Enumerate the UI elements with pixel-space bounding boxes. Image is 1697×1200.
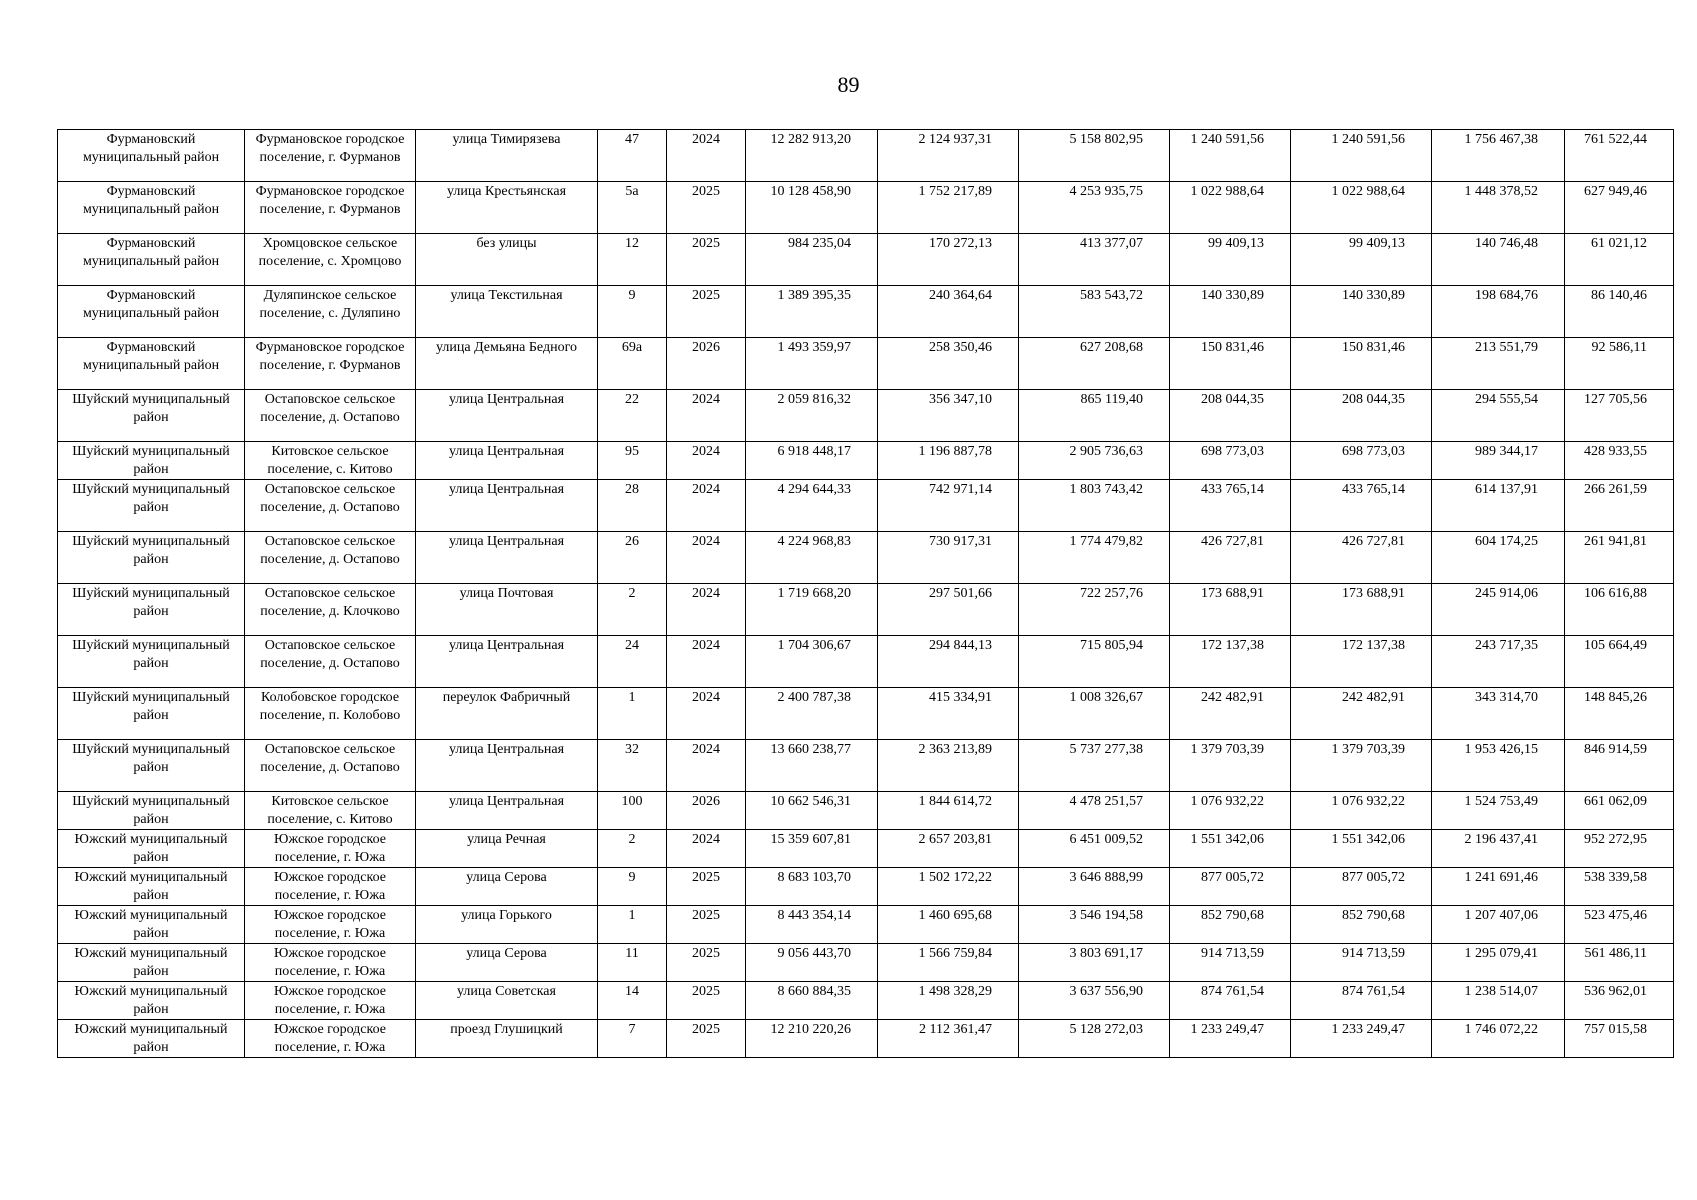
table-row xyxy=(58,740,1674,792)
value-6-cell: 1 524 753,49 xyxy=(1432,792,1565,830)
settlement-cell: Китовское сельское поселение, с. Китово xyxy=(245,792,416,830)
total-cost-cell: 8 683 103,70 xyxy=(746,868,878,906)
value-3-cell: 4 478 251,57 xyxy=(1019,792,1170,830)
settlement-cell: Хромцовское сельское поселение, с. Хромцово xyxy=(245,234,416,286)
value-7-cell: 127 705,56 xyxy=(1565,390,1674,442)
value-4-cell: 99 409,13 xyxy=(1170,234,1291,286)
value-5-cell: 426 727,81 xyxy=(1291,532,1432,584)
settlement-cell: Фурмановское городское поселение, г. Фурманов xyxy=(245,130,416,182)
street-cell: улица Демьяна Бедного xyxy=(416,338,598,390)
district-cell: Фурмановский муниципальный район xyxy=(58,234,245,286)
value-6-cell: 614 137,91 xyxy=(1432,480,1565,532)
street-cell: проезд Глушицкий xyxy=(416,1020,598,1058)
value-3-cell: 722 257,76 xyxy=(1019,584,1170,636)
value-7-cell: 627 949,46 xyxy=(1565,182,1674,234)
year-cell: 2025 xyxy=(667,1020,746,1058)
value-7-cell: 952 272,95 xyxy=(1565,830,1674,868)
value-6-cell: 1 207 407,06 xyxy=(1432,906,1565,944)
value-7-cell: 661 062,09 xyxy=(1565,792,1674,830)
total-cost-cell: 12 210 220,26 xyxy=(746,1020,878,1058)
registry-table xyxy=(57,129,1674,1058)
district-cell: Шуйский муниципальный район xyxy=(58,792,245,830)
value-4-cell: 140 330,89 xyxy=(1170,286,1291,338)
value-2-cell: 2 363 213,89 xyxy=(878,740,1019,792)
district-cell: Шуйский муниципальный район xyxy=(58,390,245,442)
total-cost-cell: 6 918 448,17 xyxy=(746,442,878,480)
district-cell: Шуйский муниципальный район xyxy=(58,688,245,740)
district-cell: Фурмановский муниципальный район xyxy=(58,130,245,182)
value-7-cell: 86 140,46 xyxy=(1565,286,1674,338)
street-cell: улица Советская xyxy=(416,982,598,1020)
table-row xyxy=(58,480,1674,532)
settlement-cell: Фурмановское городское поселение, г. Фурманов xyxy=(245,182,416,234)
value-5-cell: 1 379 703,39 xyxy=(1291,740,1432,792)
year-cell: 2024 xyxy=(667,584,746,636)
value-2-cell: 1 502 172,22 xyxy=(878,868,1019,906)
value-2-cell: 1 196 887,78 xyxy=(878,442,1019,480)
house-number-cell: 1 xyxy=(598,906,667,944)
value-7-cell: 523 475,46 xyxy=(1565,906,1674,944)
value-5-cell: 877 005,72 xyxy=(1291,868,1432,906)
table-row xyxy=(58,286,1674,338)
district-cell: Шуйский муниципальный район xyxy=(58,442,245,480)
value-5-cell: 242 482,91 xyxy=(1291,688,1432,740)
house-number-cell: 14 xyxy=(598,982,667,1020)
value-3-cell: 865 119,40 xyxy=(1019,390,1170,442)
value-2-cell: 2 657 203,81 xyxy=(878,830,1019,868)
total-cost-cell: 1 704 306,67 xyxy=(746,636,878,688)
value-2-cell: 294 844,13 xyxy=(878,636,1019,688)
street-cell: переулок Фабричный xyxy=(416,688,598,740)
value-7-cell: 561 486,11 xyxy=(1565,944,1674,982)
value-5-cell: 140 330,89 xyxy=(1291,286,1432,338)
table-row xyxy=(58,792,1674,830)
total-cost-cell: 4 294 644,33 xyxy=(746,480,878,532)
value-3-cell: 5 737 277,38 xyxy=(1019,740,1170,792)
district-cell: Фурмановский муниципальный район xyxy=(58,286,245,338)
value-2-cell: 1 844 614,72 xyxy=(878,792,1019,830)
value-5-cell: 914 713,59 xyxy=(1291,944,1432,982)
value-3-cell: 3 803 691,17 xyxy=(1019,944,1170,982)
table-row xyxy=(58,442,1674,480)
value-4-cell: 1 240 591,56 xyxy=(1170,130,1291,182)
year-cell: 2025 xyxy=(667,868,746,906)
value-6-cell: 1 241 691,46 xyxy=(1432,868,1565,906)
total-cost-cell: 2 059 816,32 xyxy=(746,390,878,442)
value-2-cell: 1 566 759,84 xyxy=(878,944,1019,982)
district-cell: Шуйский муниципальный район xyxy=(58,480,245,532)
table-row xyxy=(58,868,1674,906)
value-7-cell: 761 522,44 xyxy=(1565,130,1674,182)
value-3-cell: 3 646 888,99 xyxy=(1019,868,1170,906)
value-2-cell: 2 124 937,31 xyxy=(878,130,1019,182)
table-row xyxy=(58,636,1674,688)
district-cell: Южский муниципальный район xyxy=(58,830,245,868)
table-row xyxy=(58,830,1674,868)
table-row xyxy=(58,532,1674,584)
table-row xyxy=(58,390,1674,442)
value-2-cell: 1 498 328,29 xyxy=(878,982,1019,1020)
year-cell: 2024 xyxy=(667,390,746,442)
house-number-cell: 24 xyxy=(598,636,667,688)
value-3-cell: 627 208,68 xyxy=(1019,338,1170,390)
year-cell: 2024 xyxy=(667,740,746,792)
district-cell: Шуйский муниципальный район xyxy=(58,532,245,584)
year-cell: 2025 xyxy=(667,286,746,338)
value-4-cell: 1 551 342,06 xyxy=(1170,830,1291,868)
value-5-cell: 1 551 342,06 xyxy=(1291,830,1432,868)
year-cell: 2024 xyxy=(667,442,746,480)
value-4-cell: 1 379 703,39 xyxy=(1170,740,1291,792)
value-5-cell: 99 409,13 xyxy=(1291,234,1432,286)
value-5-cell: 1 240 591,56 xyxy=(1291,130,1432,182)
settlement-cell: Остаповское сельское поселение, д. Остапово xyxy=(245,480,416,532)
value-7-cell: 536 962,01 xyxy=(1565,982,1674,1020)
value-5-cell: 1 022 988,64 xyxy=(1291,182,1432,234)
value-6-cell: 2 196 437,41 xyxy=(1432,830,1565,868)
table-row xyxy=(58,1020,1674,1058)
settlement-cell: Остаповское сельское поселение, д. Остапово xyxy=(245,532,416,584)
street-cell: улица Центральная xyxy=(416,532,598,584)
value-2-cell: 170 272,13 xyxy=(878,234,1019,286)
year-cell: 2024 xyxy=(667,130,746,182)
street-cell: улица Горького xyxy=(416,906,598,944)
value-2-cell: 258 350,46 xyxy=(878,338,1019,390)
value-5-cell: 698 773,03 xyxy=(1291,442,1432,480)
street-cell: улица Тимирязева xyxy=(416,130,598,182)
value-5-cell: 433 765,14 xyxy=(1291,480,1432,532)
district-cell: Южский муниципальный район xyxy=(58,906,245,944)
house-number-cell: 47 xyxy=(598,130,667,182)
table-row xyxy=(58,584,1674,636)
table-row xyxy=(58,130,1674,182)
street-cell: улица Центральная xyxy=(416,740,598,792)
value-5-cell: 208 044,35 xyxy=(1291,390,1432,442)
value-3-cell: 3 637 556,90 xyxy=(1019,982,1170,1020)
year-cell: 2024 xyxy=(667,532,746,584)
value-3-cell: 1 774 479,82 xyxy=(1019,532,1170,584)
settlement-cell: Южское городское поселение, г. Южа xyxy=(245,944,416,982)
total-cost-cell: 10 662 546,31 xyxy=(746,792,878,830)
house-number-cell: 12 xyxy=(598,234,667,286)
value-7-cell: 92 586,11 xyxy=(1565,338,1674,390)
settlement-cell: Остаповское сельское поселение, д. Остапово xyxy=(245,390,416,442)
street-cell: улица Центральная xyxy=(416,636,598,688)
value-3-cell: 413 377,07 xyxy=(1019,234,1170,286)
value-5-cell: 1 076 932,22 xyxy=(1291,792,1432,830)
value-6-cell: 140 746,48 xyxy=(1432,234,1565,286)
value-2-cell: 415 334,91 xyxy=(878,688,1019,740)
total-cost-cell: 15 359 607,81 xyxy=(746,830,878,868)
street-cell: без улицы xyxy=(416,234,598,286)
house-number-cell: 1 xyxy=(598,688,667,740)
settlement-cell: Фурмановское городское поселение, г. Фурманов xyxy=(245,338,416,390)
street-cell: улица Серова xyxy=(416,944,598,982)
value-3-cell: 4 253 935,75 xyxy=(1019,182,1170,234)
district-cell: Южский муниципальный район xyxy=(58,1020,245,1058)
total-cost-cell: 12 282 913,20 xyxy=(746,130,878,182)
total-cost-cell: 1 719 668,20 xyxy=(746,584,878,636)
value-6-cell: 343 314,70 xyxy=(1432,688,1565,740)
value-6-cell: 1 746 072,22 xyxy=(1432,1020,1565,1058)
value-6-cell: 1 295 079,41 xyxy=(1432,944,1565,982)
house-number-cell: 9 xyxy=(598,868,667,906)
value-5-cell: 852 790,68 xyxy=(1291,906,1432,944)
value-4-cell: 150 831,46 xyxy=(1170,338,1291,390)
district-cell: Южский муниципальный район xyxy=(58,944,245,982)
district-cell: Фурмановский муниципальный район xyxy=(58,338,245,390)
total-cost-cell: 1 389 395,35 xyxy=(746,286,878,338)
house-number-cell: 22 xyxy=(598,390,667,442)
value-5-cell: 1 233 249,47 xyxy=(1291,1020,1432,1058)
value-2-cell: 240 364,64 xyxy=(878,286,1019,338)
value-6-cell: 243 717,35 xyxy=(1432,636,1565,688)
street-cell: улица Центральная xyxy=(416,480,598,532)
value-7-cell: 105 664,49 xyxy=(1565,636,1674,688)
value-7-cell: 61 021,12 xyxy=(1565,234,1674,286)
year-cell: 2024 xyxy=(667,830,746,868)
value-5-cell: 874 761,54 xyxy=(1291,982,1432,1020)
value-4-cell: 172 137,38 xyxy=(1170,636,1291,688)
settlement-cell: Южское городское поселение, г. Южа xyxy=(245,982,416,1020)
total-cost-cell: 9 056 443,70 xyxy=(746,944,878,982)
value-6-cell: 1 756 467,38 xyxy=(1432,130,1565,182)
value-2-cell: 297 501,66 xyxy=(878,584,1019,636)
year-cell: 2024 xyxy=(667,480,746,532)
total-cost-cell: 10 128 458,90 xyxy=(746,182,878,234)
value-2-cell: 1 460 695,68 xyxy=(878,906,1019,944)
house-number-cell: 69а xyxy=(598,338,667,390)
value-2-cell: 742 971,14 xyxy=(878,480,1019,532)
value-2-cell: 2 112 361,47 xyxy=(878,1020,1019,1058)
value-7-cell: 266 261,59 xyxy=(1565,480,1674,532)
value-6-cell: 1 448 378,52 xyxy=(1432,182,1565,234)
value-6-cell: 1 238 514,07 xyxy=(1432,982,1565,1020)
year-cell: 2026 xyxy=(667,792,746,830)
value-3-cell: 1 803 743,42 xyxy=(1019,480,1170,532)
value-5-cell: 173 688,91 xyxy=(1291,584,1432,636)
value-6-cell: 1 953 426,15 xyxy=(1432,740,1565,792)
settlement-cell: Южское городское поселение, г. Южа xyxy=(245,830,416,868)
value-3-cell: 715 805,94 xyxy=(1019,636,1170,688)
value-7-cell: 261 941,81 xyxy=(1565,532,1674,584)
value-4-cell: 852 790,68 xyxy=(1170,906,1291,944)
value-6-cell: 604 174,25 xyxy=(1432,532,1565,584)
value-3-cell: 6 451 009,52 xyxy=(1019,830,1170,868)
house-number-cell: 100 xyxy=(598,792,667,830)
house-number-cell: 28 xyxy=(598,480,667,532)
street-cell: улица Центральная xyxy=(416,442,598,480)
settlement-cell: Китовское сельское поселение, с. Китово xyxy=(245,442,416,480)
value-4-cell: 1 022 988,64 xyxy=(1170,182,1291,234)
value-3-cell: 2 905 736,63 xyxy=(1019,442,1170,480)
settlement-cell: Колобовское городское поселение, п. Колобово xyxy=(245,688,416,740)
value-4-cell: 877 005,72 xyxy=(1170,868,1291,906)
house-number-cell: 7 xyxy=(598,1020,667,1058)
value-7-cell: 757 015,58 xyxy=(1565,1020,1674,1058)
value-3-cell: 3 546 194,58 xyxy=(1019,906,1170,944)
table-row xyxy=(58,688,1674,740)
value-4-cell: 874 761,54 xyxy=(1170,982,1291,1020)
total-cost-cell: 8 443 354,14 xyxy=(746,906,878,944)
house-number-cell: 95 xyxy=(598,442,667,480)
page-number: 89 xyxy=(837,72,860,97)
value-3-cell: 5 158 802,95 xyxy=(1019,130,1170,182)
value-4-cell: 1 233 249,47 xyxy=(1170,1020,1291,1058)
value-6-cell: 989 344,17 xyxy=(1432,442,1565,480)
street-cell: улица Центральная xyxy=(416,792,598,830)
house-number-cell: 26 xyxy=(598,532,667,584)
table-row xyxy=(58,338,1674,390)
settlement-cell: Южское городское поселение, г. Южа xyxy=(245,868,416,906)
value-4-cell: 173 688,91 xyxy=(1170,584,1291,636)
value-2-cell: 356 347,10 xyxy=(878,390,1019,442)
district-cell: Южский муниципальный район xyxy=(58,868,245,906)
settlement-cell: Южское городское поселение, г. Южа xyxy=(245,1020,416,1058)
value-2-cell: 730 917,31 xyxy=(878,532,1019,584)
value-4-cell: 698 773,03 xyxy=(1170,442,1291,480)
settlement-cell: Остаповское сельское поселение, д. Клочково xyxy=(245,584,416,636)
house-number-cell: 2 xyxy=(598,830,667,868)
value-6-cell: 294 555,54 xyxy=(1432,390,1565,442)
settlement-cell: Дуляпинское сельское поселение, с. Дуляпино xyxy=(245,286,416,338)
street-cell: улица Центральная xyxy=(416,390,598,442)
value-7-cell: 846 914,59 xyxy=(1565,740,1674,792)
value-4-cell: 914 713,59 xyxy=(1170,944,1291,982)
house-number-cell: 11 xyxy=(598,944,667,982)
house-number-cell: 2 xyxy=(598,584,667,636)
value-4-cell: 426 727,81 xyxy=(1170,532,1291,584)
value-6-cell: 245 914,06 xyxy=(1432,584,1565,636)
year-cell: 2026 xyxy=(667,338,746,390)
value-4-cell: 208 044,35 xyxy=(1170,390,1291,442)
year-cell: 2025 xyxy=(667,982,746,1020)
value-7-cell: 428 933,55 xyxy=(1565,442,1674,480)
total-cost-cell: 2 400 787,38 xyxy=(746,688,878,740)
value-5-cell: 172 137,38 xyxy=(1291,636,1432,688)
street-cell: улица Речная xyxy=(416,830,598,868)
house-number-cell: 5а xyxy=(598,182,667,234)
district-cell: Фурмановский муниципальный район xyxy=(58,182,245,234)
house-number-cell: 32 xyxy=(598,740,667,792)
table-row xyxy=(58,982,1674,1020)
year-cell: 2024 xyxy=(667,688,746,740)
value-3-cell: 1 008 326,67 xyxy=(1019,688,1170,740)
district-cell: Шуйский муниципальный район xyxy=(58,740,245,792)
street-cell: улица Серова xyxy=(416,868,598,906)
year-cell: 2025 xyxy=(667,944,746,982)
total-cost-cell: 1 493 359,97 xyxy=(746,338,878,390)
value-2-cell: 1 752 217,89 xyxy=(878,182,1019,234)
district-cell: Шуйский муниципальный район xyxy=(58,636,245,688)
district-cell: Южский муниципальный район xyxy=(58,982,245,1020)
value-4-cell: 433 765,14 xyxy=(1170,480,1291,532)
value-7-cell: 538 339,58 xyxy=(1565,868,1674,906)
value-5-cell: 150 831,46 xyxy=(1291,338,1432,390)
year-cell: 2025 xyxy=(667,906,746,944)
table-row xyxy=(58,234,1674,286)
value-7-cell: 106 616,88 xyxy=(1565,584,1674,636)
value-6-cell: 198 684,76 xyxy=(1432,286,1565,338)
value-4-cell: 1 076 932,22 xyxy=(1170,792,1291,830)
house-number-cell: 9 xyxy=(598,286,667,338)
total-cost-cell: 8 660 884,35 xyxy=(746,982,878,1020)
value-7-cell: 148 845,26 xyxy=(1565,688,1674,740)
table-row xyxy=(58,182,1674,234)
total-cost-cell: 4 224 968,83 xyxy=(746,532,878,584)
street-cell: улица Текстильная xyxy=(416,286,598,338)
year-cell: 2024 xyxy=(667,636,746,688)
settlement-cell: Остаповское сельское поселение, д. Остапово xyxy=(245,740,416,792)
value-4-cell: 242 482,91 xyxy=(1170,688,1291,740)
table-row xyxy=(58,906,1674,944)
table-row xyxy=(58,944,1674,982)
table-body xyxy=(58,130,1674,1058)
settlement-cell: Южское городское поселение, г. Южа xyxy=(245,906,416,944)
settlement-cell: Остаповское сельское поселение, д. Остапово xyxy=(245,636,416,688)
total-cost-cell: 984 235,04 xyxy=(746,234,878,286)
year-cell: 2025 xyxy=(667,182,746,234)
district-cell: Шуйский муниципальный район xyxy=(58,584,245,636)
value-3-cell: 5 128 272,03 xyxy=(1019,1020,1170,1058)
value-3-cell: 583 543,72 xyxy=(1019,286,1170,338)
year-cell: 2025 xyxy=(667,234,746,286)
street-cell: улица Почтовая xyxy=(416,584,598,636)
street-cell: улица Крестьянская xyxy=(416,182,598,234)
total-cost-cell: 13 660 238,77 xyxy=(746,740,878,792)
value-6-cell: 213 551,79 xyxy=(1432,338,1565,390)
